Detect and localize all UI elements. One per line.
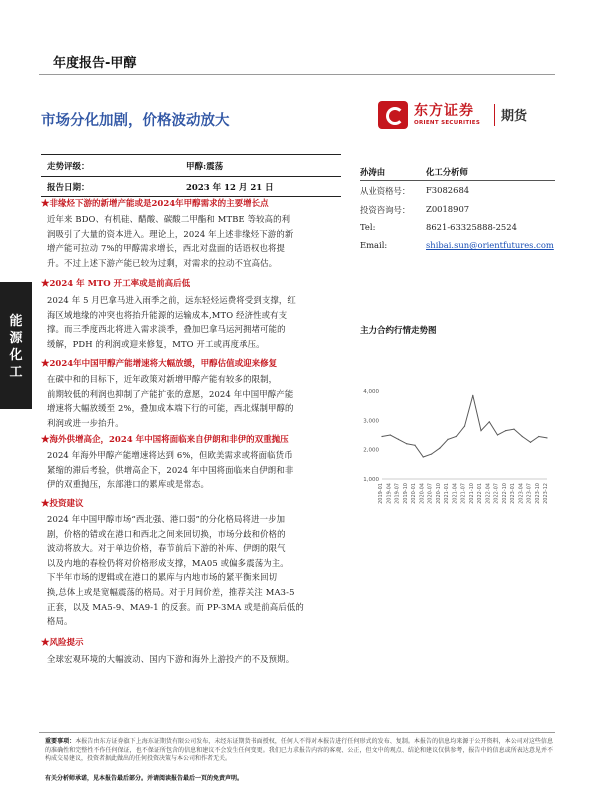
price-chart — [358, 347, 553, 517]
x-tick-label: 2019-10 — [402, 483, 409, 504]
disclaimer — [45, 738, 553, 764]
section-title: ★海外供增高企，2024 年中国将面临来自伊朗和非伊的双重抛压 — [41, 435, 289, 445]
trend-label: 走势评级： — [47, 162, 90, 172]
disclaimer-text: 本报告由东方证券旗下上海东证期货有限公司发布，未经东证期货书面授权，任何人不得对本报告进行任何形式的发布、复制。本报告的信息均来源于公开资料，本公司对这些信息的准确性和完整性不作任何保证，也不保证所包含的信息和建议不会发生任何变更。我们已力求报告内容的客观、公正，但文中的观点、结论和建议仅供参考，报告中的信息或所表达意见并不构成交易建议，投资者据此做出的任何投资决策与本公司和作者无关。 — [45, 738, 553, 763]
meta-divider-top — [41, 154, 341, 155]
qualification-value: F3082684 — [426, 185, 470, 195]
body-line: 剧，价格的错或在港口和西北之间来回切换，市场分歧和价格的 — [47, 528, 286, 539]
sidebar-char: 化 — [9, 348, 23, 363]
data-point — [522, 436, 523, 437]
x-tick-label: 2020-04 — [419, 483, 426, 504]
body-line: 增速将大幅放缓至 2%，叠加成本端下行的可能，西北煤制甲醇的 — [47, 403, 294, 414]
body-line: 前期较低的利润也抑制了产能扩张的意愿，2024 年中国甲醇产能 — [47, 388, 294, 399]
x-tick-label: 2019-01 — [378, 483, 384, 504]
section-body — [47, 652, 344, 667]
data-point — [431, 453, 432, 454]
body-line: 近年来 BDO、有机硅、醋酸、碳酸二甲酯和 MTBE 等较高的利 — [47, 214, 291, 224]
x-tick-label: 2022-04 — [485, 483, 492, 504]
email-label: Email: — [360, 240, 388, 250]
body-line: 全球宏观环境的大幅波动、国内下游和海外上游投产的不及预期。 — [47, 654, 295, 664]
consult-value: Z0018907 — [426, 204, 470, 214]
body-line: 增产能可拉动 7%的甲醇需求增长，西北对盘面的话语权也将提 — [47, 243, 286, 254]
body-line: 在碳中和的目标下，近年政策对新增甲醇产能有较多的限制， — [47, 374, 278, 384]
data-point — [505, 430, 506, 431]
body-line: 格局。 — [47, 616, 73, 627]
body-line: 下半年市场的逻辑或在港口的累库与内地市场的紧平衡来回切 — [47, 572, 278, 583]
y-tick-label: 3,000 — [363, 418, 379, 425]
x-tick-label: 2023-01 — [510, 483, 516, 504]
data-point — [513, 429, 514, 430]
x-tick-label: 2022-07 — [493, 483, 500, 504]
data-point — [530, 442, 531, 443]
body-line: 升。不过上述下游产能已较为过剩，对需求的拉动不宜高估。 — [47, 257, 278, 268]
data-point — [423, 456, 424, 457]
y-tick-label: 2,000 — [363, 447, 379, 454]
sector-sidebar — [0, 282, 32, 409]
x-tick-label: 2020-07 — [427, 483, 434, 504]
sidebar-char: 能 — [9, 314, 23, 329]
analyst-name: 孙涛由 — [360, 167, 386, 177]
section-title: ★非缘烃下游的新增产能或是2024年甲醇需求的主要增长点 — [41, 199, 269, 209]
body-line: 2024 年海外甲醇产能增速将达到 6%，但欧美需求或将面临货币 — [47, 450, 293, 460]
x-tick-label: 2023-07 — [526, 483, 533, 504]
data-point — [414, 445, 415, 446]
footer-divider — [39, 732, 555, 733]
data-point — [398, 439, 399, 440]
x-tick-label: 2023-12 — [543, 483, 549, 504]
data-point — [480, 430, 481, 431]
data-point — [406, 443, 407, 444]
email-link[interactable]: shibai.sun@orientfutures.com — [426, 240, 554, 250]
x-tick-label: 2021-07 — [460, 483, 467, 504]
report-type: 年度报告-甲醇 — [53, 56, 137, 71]
date-label: 报告日期： — [47, 183, 90, 193]
meta-divider-middle — [41, 176, 341, 177]
chart-title: 主力合约行情走势图 — [360, 326, 437, 336]
body-line: 利润或进一步抬升。 — [47, 417, 124, 428]
x-tick-label: 2019-04 — [386, 483, 393, 504]
header-divider — [39, 74, 555, 75]
data-point — [447, 439, 448, 440]
x-tick-label: 2023-04 — [518, 483, 525, 504]
body-line: 撑。而三季度西北将进入需求淡季，叠加巴拿马运河拥堵可能的 — [47, 324, 286, 335]
sidebar-char: 工 — [9, 365, 23, 380]
section-title: ★2024 年 MTO 开工率或是前高后低 — [41, 279, 191, 289]
section-title: ★2024年中国甲醇产能增速将大幅放缓，甲醇估值或迎来修复 — [41, 359, 278, 369]
y-tick-label: 1,000 — [363, 477, 379, 483]
analyst-divider — [360, 180, 555, 181]
x-tick-label: 2023-10 — [534, 483, 541, 504]
section-body — [47, 512, 344, 629]
body-line: 缓解，PDH 的利润或迎来修复，MTO 开工或再度承压。 — [47, 338, 265, 349]
body-line: 润吸引了大量的资本进入。理论上，2024 年上述非缘烃下游的新 — [47, 228, 294, 239]
x-tick-label: 2022-01 — [477, 483, 483, 504]
x-tick-label: 2021-01 — [444, 483, 450, 504]
x-tick-label: 2022-10 — [501, 483, 508, 504]
section-title: ★投资建议 — [41, 499, 84, 509]
body-line: 2024 年 5 月巴拿马进入雨季之前，远东轻烃运费将受到支撑，红 — [47, 295, 296, 305]
data-point — [439, 448, 440, 449]
data-point — [390, 434, 391, 435]
tel-value: 8621-63325888-2524 — [426, 222, 517, 232]
body-line: 紧缩的滞后考验，供增高企下，2024 年中国将面临来自伊朗和非 — [47, 464, 294, 475]
x-tick-label: 2021-10 — [468, 483, 475, 504]
data-point — [472, 395, 473, 396]
y-tick-label: 4,000 — [363, 389, 379, 395]
analyst-title: 化工分析师 — [426, 167, 468, 177]
consult-label: 投资咨询号： — [360, 205, 411, 215]
footer-note: 有关分析师承诺，见本报告最后部分。并请阅读报告最后一页的免责声明。 — [45, 775, 244, 782]
data-point — [497, 434, 498, 435]
data-point — [489, 421, 490, 422]
data-point — [381, 436, 382, 437]
sidebar-char: 源 — [9, 331, 23, 346]
page-title: 市场分化加剧，价格波动放大 — [41, 113, 230, 129]
data-point — [546, 437, 547, 438]
logo-mark-icon — [378, 101, 408, 129]
body-line: 伊的双重抛压，东部港口的累库或是常态。 — [47, 479, 209, 490]
x-tick-label: 2021-04 — [452, 483, 459, 504]
x-tick-label: 2020-01 — [411, 483, 417, 504]
section-body — [47, 372, 344, 430]
x-tick-label: 2020-10 — [435, 483, 442, 504]
data-point — [464, 426, 465, 427]
body-line: 海区域地缘的冲突也将抬升能源的运输成本,MTO 经济性或有支 — [47, 309, 288, 320]
body-line: 换,总体上或是宽幅震荡的格局。对于月间价差，推荐关注 MA3-5 — [47, 586, 295, 597]
data-point — [538, 436, 539, 437]
trend-value: 甲醇:震荡 — [186, 162, 224, 172]
qualification-label: 从业资格号： — [360, 186, 411, 196]
body-line: 2024 年中国甲醇市场“西北强、港口弱”的分化格局将进一步加 — [47, 514, 286, 524]
logo-en-text: ORIENT SECURITIES — [414, 120, 481, 126]
data-point — [456, 436, 457, 437]
section-body — [47, 448, 344, 492]
date-value: 2023 年 12 月 21 日 — [186, 183, 274, 193]
section-body — [47, 293, 344, 351]
body-line: 波动将放大。对于单边价格，春节前后下游的补库、伊朗的限气 — [47, 543, 286, 554]
price-chart-svg — [358, 347, 553, 517]
body-line: 正套，以及 MA5-9、MA9-1 的反套。而 PP-3MA 或是前高后低的 — [47, 601, 304, 612]
disclaimer-label: 重要事项： — [45, 738, 76, 745]
logo-cn-text: 东方证券 — [414, 103, 474, 119]
brand-logo — [378, 100, 558, 134]
logo-separator — [494, 104, 495, 126]
tel-label: Tel: — [360, 222, 376, 232]
x-tick-label: 2019-07 — [394, 483, 401, 504]
logo-futures-text: 期货 — [501, 109, 528, 124]
section-title: ★风险提示 — [41, 638, 84, 648]
section-body — [47, 212, 344, 270]
body-line: 以及内地的春检仍将对价格形成支撑，MA05 或偏多震荡为主。 — [47, 557, 289, 568]
